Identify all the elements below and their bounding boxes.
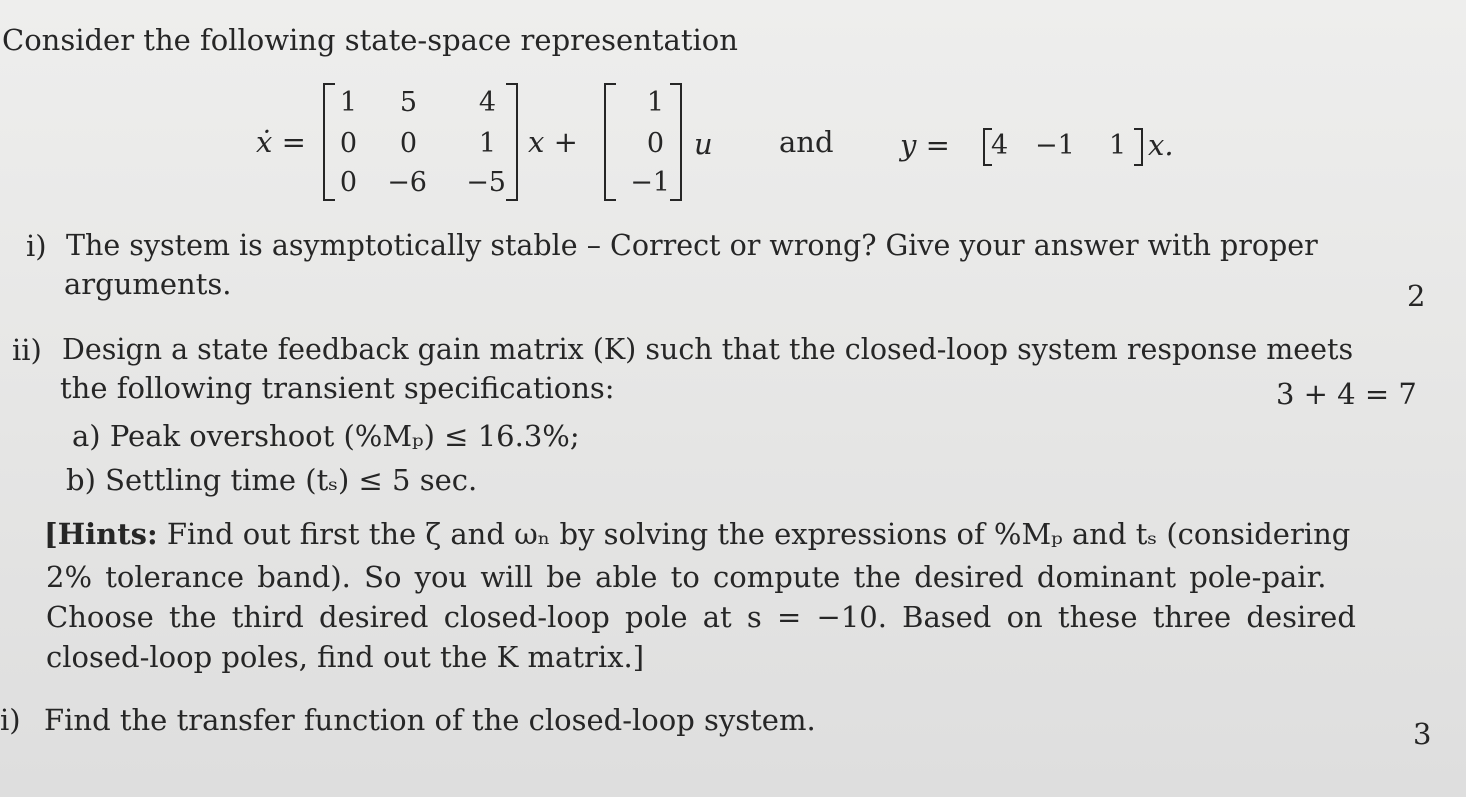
question-2-line2: the following transient specifications: [60, 371, 615, 405]
question-1-line2: arguments. [64, 267, 232, 301]
matrix-b-cell: 1 [646, 87, 664, 118]
question-2-marks: 3 + 4 = 7 [1276, 377, 1417, 411]
question-1-label: i) [26, 229, 47, 263]
question-3-label: i) [0, 703, 21, 737]
question-3-text: Find the transfer function of the closed-loop system. [44, 703, 816, 737]
x-end: x. [1148, 128, 1174, 162]
matrix-b-cell: 0 [646, 128, 664, 159]
question-1-line1: The system is asymptotically stable – Correct or wrong? Give your answer with proper [66, 229, 1318, 262]
y-eq: y = [900, 128, 950, 162]
matrix-a-cell: 0 [339, 167, 357, 198]
matrix-b-cell: −1 [630, 167, 670, 198]
hint-line2: 2% tolerance band). So you will be able to compute the desired dominant pole-pair. [46, 560, 1327, 594]
xdot-lhs: ẋ = [256, 125, 306, 159]
spec-b: b) Settling time (tₛ) ≤ 5 sec. [66, 463, 478, 497]
spec-a: a) Peak overshoot (%Mₚ) ≤ 16.3%; [72, 419, 580, 453]
matrix-a-cell: 1 [478, 128, 496, 159]
x-plus: x + [528, 125, 578, 159]
matrix-c-cell: 4 [991, 130, 1009, 161]
u-symbol: u [694, 127, 713, 161]
matrix-a-cell: 0 [339, 128, 357, 159]
matrix-a-cell: −5 [466, 167, 506, 198]
hint-line1 [44, 517, 1351, 551]
matrix-c-cell: 1 [1109, 130, 1127, 161]
hint-line4: closed-loop poles, find out the K matrix.] [46, 640, 645, 674]
matrix-a-cell: 4 [478, 87, 496, 118]
question-1-marks: 2 [1407, 279, 1426, 313]
matrix-a-cell: 0 [399, 128, 417, 159]
question-3-marks: 3 [1413, 717, 1432, 751]
matrix-c-cell: −1 [1035, 130, 1075, 161]
question-2-label: ii) [12, 333, 42, 367]
and-word: and [779, 125, 834, 159]
matrix-a-cell: −6 [387, 167, 427, 198]
matrix-c [983, 126, 1143, 164]
matrix-a-cell: 1 [339, 87, 357, 118]
matrix-a-cell: 5 [399, 87, 417, 118]
question-2-line1: Design a state feedback gain matrix (K) such that the closed-loop system response meets [62, 333, 1354, 366]
intro-text: Consider the following state-space representation [2, 23, 738, 57]
hint-bold-label: [Hints: [44, 517, 158, 551]
matrix-b [604, 83, 682, 201]
matrix-a [323, 83, 518, 201]
hint-line3: Choose the third desired closed-loop pole at s = −10. Based on these three desired [46, 600, 1356, 634]
hint-text-1: Find out first the ζ and ωₙ by solving the expressions of %Mₚ and tₛ (considering [166, 517, 1351, 551]
